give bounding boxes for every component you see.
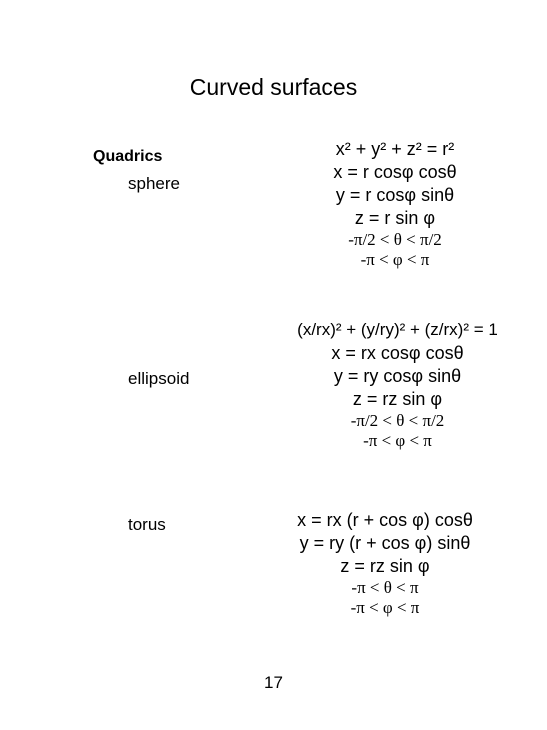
sphere-eq-5: -π/2 < θ < π/2 [348, 230, 442, 249]
torus-eq-1: x = rx (r + cos φ) cosθ [297, 510, 473, 530]
sphere-eq-6: -π < φ < π [360, 250, 430, 269]
torus-eq-4: -π < θ < π [351, 578, 419, 597]
torus-label: torus [128, 515, 166, 534]
ellipsoid-equations [285, 318, 510, 451]
page-number: 17 [264, 673, 283, 692]
sphere-eq-1: x² + y² + z² = r² [335, 139, 455, 159]
sphere-eq-4: z = r sin φ [354, 208, 436, 228]
sphere-eq-3: y = r cosφ sinθ [335, 185, 455, 205]
torus-equations [295, 509, 475, 618]
ellipsoid-eq-1: (x/rx)² + (y/ry)² + (z/rx)² = 1 [297, 320, 498, 339]
sphere-label: sphere [128, 174, 180, 193]
ellipsoid-eq-6: -π < φ < π [363, 431, 432, 450]
torus-eq-5: -π < φ < π [350, 598, 420, 617]
sphere-eq-2: x = r cosφ cosθ [333, 162, 457, 182]
ellipsoid-eq-5: -π/2 < θ < π/2 [350, 411, 445, 430]
ellipsoid-eq-3: y = ry cosφ sinθ [333, 366, 462, 386]
sphere-equations [330, 138, 460, 270]
quadrics-heading: Quadrics [93, 148, 163, 165]
torus-eq-3: z = rz sin φ [340, 556, 430, 576]
ellipsoid-label: ellipsoid [128, 369, 190, 388]
ellipsoid-eq-2: x = rx cosφ cosθ [331, 343, 464, 363]
torus-eq-2: y = ry (r + cos φ) sinθ [299, 533, 471, 553]
page-title: Curved surfaces [189, 74, 358, 100]
ellipsoid-eq-4: z = rz sin φ [352, 389, 443, 409]
